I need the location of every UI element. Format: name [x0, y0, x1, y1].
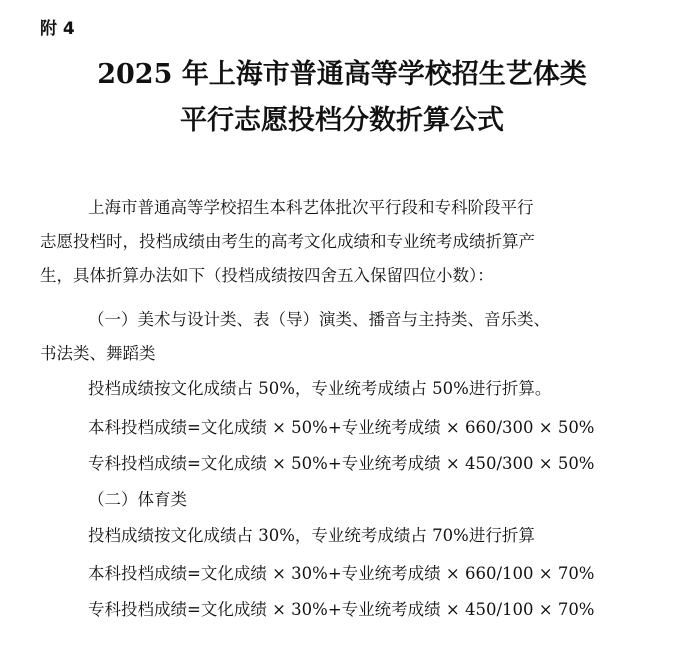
document-title-line2: 平行志愿投档分数折算公式 [180, 105, 504, 136]
section2-heading: （二）体育类 [88, 490, 187, 509]
section1-formula-zhuanke: 专科投档成绩=文化成绩 × 50%+专业统考成绩 × 450/300 × 50% [88, 454, 595, 473]
intro-line2: 志愿投档时，投档成绩由考生的高考文化成绩和专业统考成绩折算产 [40, 232, 535, 251]
annex-label: 附 4 [40, 19, 75, 39]
section2-formula-benke: 本科投档成绩=文化成绩 × 30%+专业统考成绩 × 660/100 × 70% [88, 564, 595, 583]
intro-line3: 生，具体折算办法如下（投档成绩按四舍五入保留四位小数）： [40, 266, 494, 285]
section1-rule: 投档成绩按文化成绩占 50%，专业统考成绩占 50%进行折算。 [88, 379, 552, 398]
section1-formula-benke: 本科投档成绩=文化成绩 × 50%+专业统考成绩 × 660/300 × 50% [88, 418, 595, 437]
section2-formula-zhuanke: 专科投档成绩=文化成绩 × 30%+专业统考成绩 × 450/100 × 70% [88, 600, 595, 619]
intro-line1: 上海市普通高等学校招生本科艺体批次平行段和专科阶段平行 [88, 198, 534, 217]
document-title-line1: 2025 年上海市普通高等学校招生艺体类 [97, 59, 587, 90]
section1-heading-line2: 书法类、舞蹈类 [40, 344, 156, 363]
section2-rule: 投档成绩按文化成绩占 30%，专业统考成绩占 70%进行折算 [88, 526, 535, 545]
section1-heading-line1: （一）美术与设计类、表（导）演类、播音与主持类、音乐类、 [88, 310, 550, 329]
